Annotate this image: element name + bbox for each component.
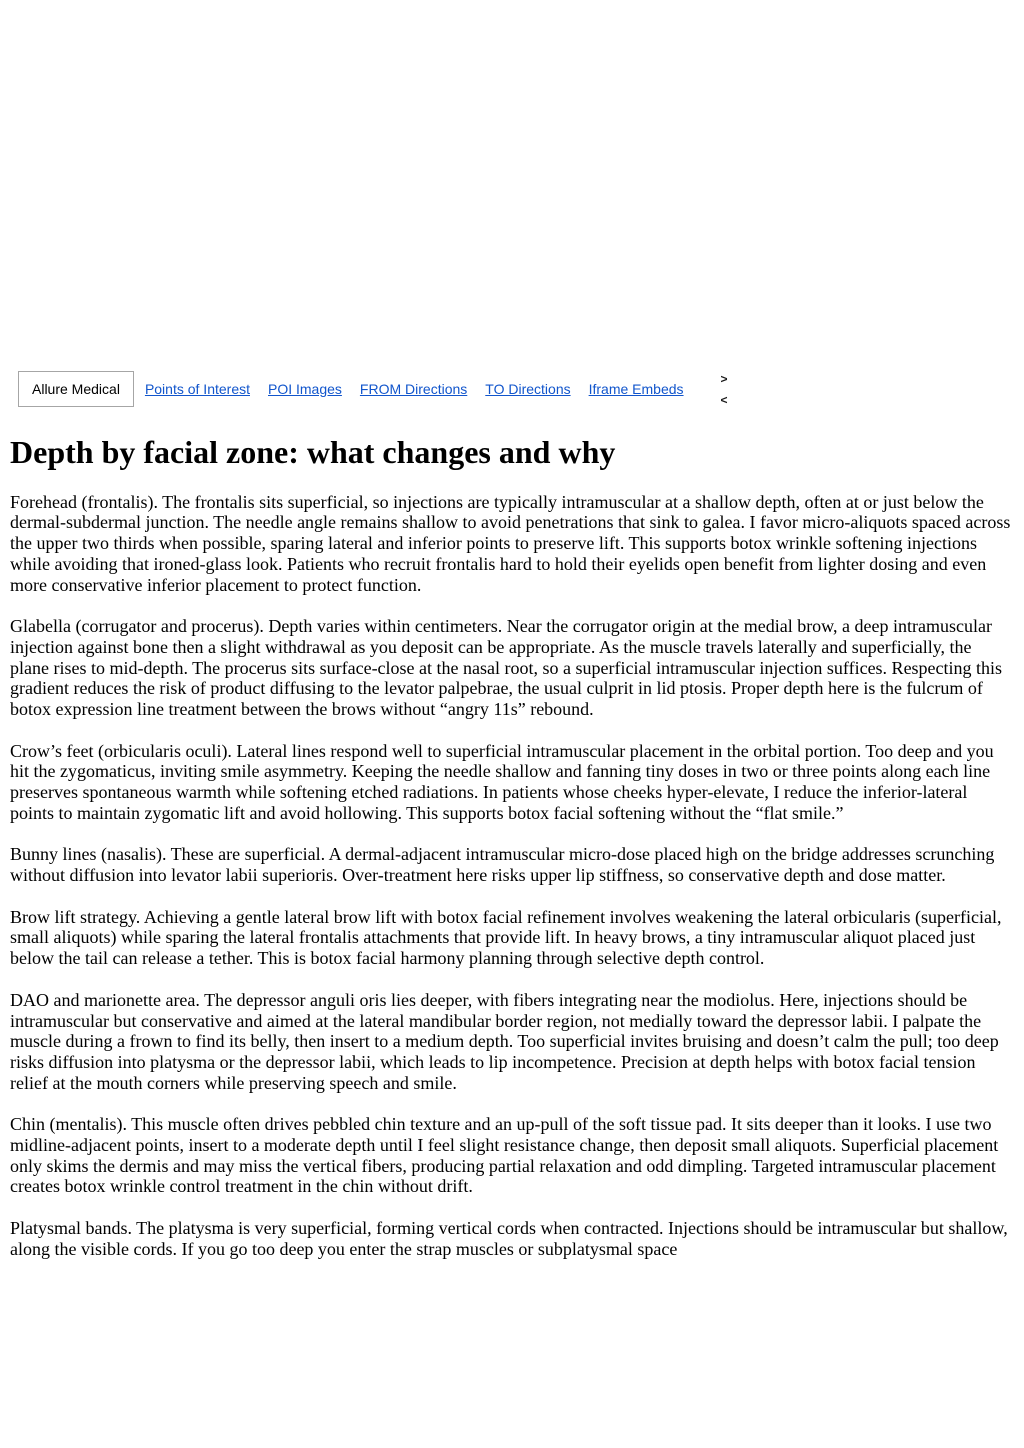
tab-allure-medical[interactable]: Allure Medical	[18, 371, 134, 407]
paragraph-crows-feet: Crow’s feet (orbicularis oculi). Lateral lines respond well to superficial intramuscular placement in the orbital portion. Too deep and you hit the zygomaticus, inviting smile asymmetry. Keeping the needle shallow and fanning tiny doses in two or three points along each line preserves spontaneous warmth while softening etched radiations. In patients whose cheeks hyper-elevate, I reduce the inferior-lateral points to maintain zygomatic lift and avoid hollowing. This supports botox facial softening without the “flat smile.”	[10, 740, 994, 823]
paragraph-chin: Chin (mentalis). This muscle often drives pebbled chin texture and an up-pull of the soft tissue pad. It sits deeper than it looks. I use two midline-adjacent points, insert to a moderate depth until I feel slight resistance change, then deposit small aliquots. Superficial placement only skims the dermis and may miss the vertical fibers, producing partial relaxation and odd dimpling. Targeted intramuscular placement creates botox wrinkle control treatment in the chin without drift.	[10, 1114, 999, 1197]
paragraph-glabella: Glabella (corrugator and procerus). Depth varies within centimeters. Near the corrugator origin at the medial brow, a deep intramuscular injection against bone then a slight withdrawal as you deposit can be appropriate. As the muscle travels laterally and superficially, the plane rises to mid-depth. The procerus sits surface-close at the nasal root, so a superficial intramuscular injection suffices. Respecting this gradient reduces the risk of product diffusing to the levator palpebrae, the usual culprit in lid ptosis. Proper depth here is the fulcrum of botox expression line treatment between the brows without “angry 11s” rebound.	[10, 616, 1003, 719]
tab-from-directions[interactable]: FROM Directions	[359, 381, 468, 397]
tab-scroll-controls	[721, 373, 728, 406]
article-body	[10, 434, 1014, 1259]
tab-poi-images[interactable]: POI Images	[268, 381, 342, 397]
tab-points-of-interest[interactable]: Points of Interest	[144, 381, 250, 397]
paragraph-platysmal-bands: Platysmal bands. The platysma is very superficial, forming vertical cords when contracted. Injections should be intramuscular but shallow, along the visible cords. If you go too deep you enter the strap muscles or subplatysmal space	[10, 1218, 1008, 1259]
paragraph-dao-marionette: DAO and marionette area. The depressor anguli oris lies deeper, with fibers integrating near the modiolus. Here, injections should be intramuscular but conservative and aimed at the lateral mandibular border region, not medially toward the depressor labii. I palpate the muscle during a frown to find its belly, then insert to a medium depth. Too superficial invites bruising and doesn’t calm the pull; too deep risks diffusion into platysma or the depressor labii, which leads to lip incompetence. Precision at depth helps with botox facial tension relief at the mouth corners while preserving speech and smile.	[10, 989, 999, 1093]
tab-iframe-embeds[interactable]: Iframe Embeds	[588, 381, 684, 397]
paragraph-forehead: Forehead (frontalis). The frontalis sits superficial, so injections are typically intramuscular at a shallow depth, often at or just below the dermal-subdermal junction. The needle angle remains shallow to avoid penetrations that sink to galea. I favor micro-aliquots spaced across the upper two thirds when possible, sparing lateral and inferior points to preserve lift. This supports botox wrinkle softening injections while avoiding that ironed-glass look. Patients who recruit frontalis hard to hold their eyelids open benefit from lighter dosing and even more conservative inferior placement to protect function.	[10, 491, 1011, 595]
scroll-tabs-forward-icon[interactable]: >	[720, 371, 728, 386]
scroll-tabs-back-icon[interactable]: <	[720, 392, 728, 407]
paragraph-bunny-lines: Bunny lines (nasalis). These are superficial. A dermal-adjacent intramuscular micro-dose placed high on the bridge addresses scrunching without diffusion into levator labii superioris. Over-treatment here risks upper lip stiffness, so conservative depth and dose matter.	[10, 844, 995, 886]
sheet-tab-bar	[18, 371, 1024, 407]
tab-to-directions[interactable]: TO Directions	[485, 381, 571, 397]
top-whitespace	[0, 0, 1024, 371]
page-title: Depth by facial zone: what changes and why	[10, 434, 616, 470]
paragraph-brow-lift: Brow lift strategy. Achieving a gentle lateral brow lift with botox facial refinement involves weakening the lateral orbicularis (superficial, small aliquots) while sparing the lateral frontalis attachments that provide lift. In heavy brows, a tiny intramuscular aliquot placed just below the tail can release a tether. This is botox facial harmony planning through selective depth control.	[10, 906, 1002, 969]
